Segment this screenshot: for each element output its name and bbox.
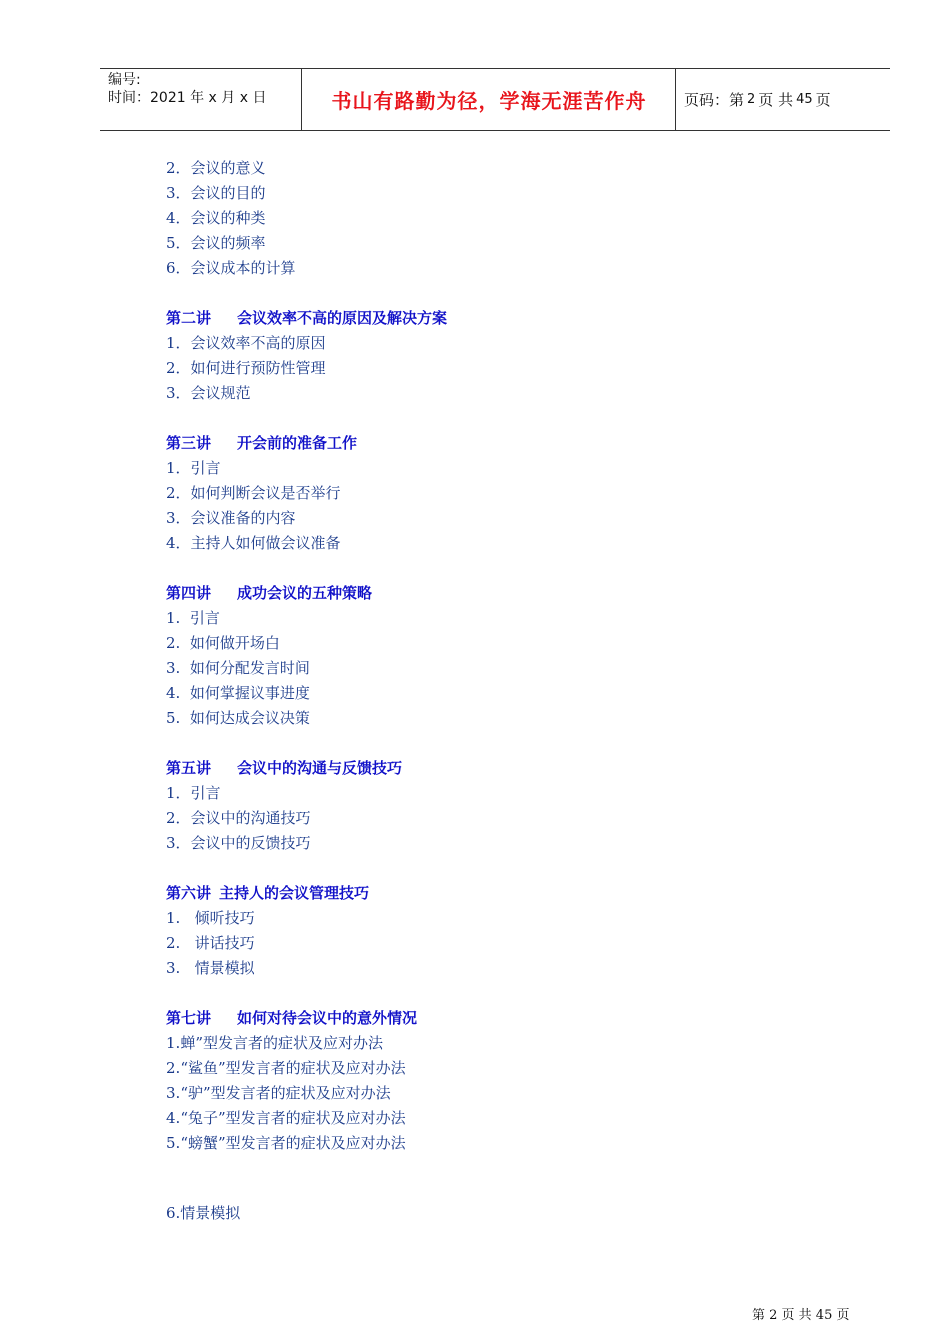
list-item (166, 481, 786, 506)
lecture-number: 第二讲 (166, 309, 212, 327)
list-item (166, 656, 786, 681)
list-item (166, 531, 786, 556)
item-text: 主持人如何做会议准备 (190, 534, 341, 552)
item-text: “螃蟹”型发言者的症状及应对办法 (180, 1134, 406, 1152)
list-item (166, 356, 786, 381)
item-number: 1. (166, 1034, 181, 1052)
item-number: 2. (166, 1059, 181, 1077)
list-item (166, 506, 786, 531)
header-motto: 书山有路勤为径，学海无涯苦作舟 (331, 89, 647, 113)
list-item (166, 956, 786, 981)
list-item (166, 631, 786, 656)
item-number: 6． (166, 259, 191, 277)
section-heading (166, 306, 786, 331)
spacer (166, 406, 786, 431)
page-total: 45 (796, 92, 813, 107)
item-text: “驴”型发言者的症状及应对办法 (180, 1084, 391, 1102)
list-item (166, 256, 786, 281)
list-item (166, 331, 786, 356)
item-number: 2． (166, 484, 191, 502)
lecture-number: 第三讲 (166, 434, 212, 452)
item-text: 引言 (189, 609, 220, 627)
lecture-title: 如何对待会议中的意外情况 (237, 1009, 418, 1027)
section-heading (166, 756, 786, 781)
spacer (166, 981, 786, 1006)
lecture-title: 会议效率不高的原因及解决方案 (237, 309, 448, 327)
item-number: 5． (166, 234, 191, 252)
item-number: 3. (166, 659, 190, 677)
item-number: 3． (166, 184, 191, 202)
section-heading (166, 1006, 786, 1031)
list-item (166, 681, 786, 706)
list-item (166, 1131, 786, 1156)
item-text: 情景模拟 (194, 959, 255, 977)
lecture-title: 会议中的沟通与反馈技巧 (237, 759, 403, 777)
list-item (166, 831, 786, 856)
item-text: 蝉”型发言者的症状及应对办法 (180, 1034, 383, 1052)
item-text: 会议中的沟通技巧 (190, 809, 311, 827)
page-prefix: 页码：第 (684, 91, 745, 109)
spacer (166, 856, 786, 881)
item-number: 2. (166, 934, 195, 952)
page-middle: 页 共 (758, 91, 794, 109)
item-text: 如何掌握议事进度 (189, 684, 310, 702)
lecture-title: 开会前的准备工作 (237, 434, 358, 452)
item-text: 会议效率不高的原因 (190, 334, 326, 352)
item-text: “兔子”型发言者的症状及应对办法 (180, 1109, 406, 1127)
time-label: 时间：2021 年 x 月 x 日 (108, 90, 267, 106)
item-text: 引言 (190, 784, 221, 802)
item-number: 3． (166, 509, 191, 527)
item-text: 讲话技巧 (194, 934, 255, 952)
item-number: 3. (166, 1084, 181, 1102)
item-text: 引言 (190, 459, 221, 477)
item-text: 如何分配发言时间 (189, 659, 310, 677)
lecture-number: 第五讲 (166, 759, 212, 777)
list-item (166, 931, 786, 956)
list-item (166, 906, 786, 931)
item-text: 如何进行预防性管理 (190, 359, 326, 377)
header-meta (108, 71, 266, 107)
list-item (166, 206, 786, 231)
item-number: 1． (166, 334, 191, 352)
item-text: 会议的种类 (190, 209, 266, 227)
item-number: 2． (166, 809, 191, 827)
section-heading (166, 581, 786, 606)
lecture-number: 第四讲 (166, 584, 212, 602)
lecture-number: 第七讲 (166, 1009, 212, 1027)
item-text: 会议准备的内容 (190, 509, 296, 527)
item-number: 4． (166, 209, 191, 227)
section-heading (166, 431, 786, 456)
list-item (166, 1106, 786, 1131)
number-label: 编号: (108, 72, 141, 88)
item-text: 会议的频率 (190, 234, 266, 252)
item-text: 如何达成会议决策 (189, 709, 310, 727)
list-item (166, 806, 786, 831)
lecture-title: 主持人的会议管理技巧 (219, 884, 370, 902)
item-number: 2． (166, 359, 191, 377)
item-number: 3． (166, 834, 191, 852)
item-number: 1. (166, 909, 195, 927)
item-number: 2． (166, 159, 191, 177)
item-text: 如何判断会议是否举行 (190, 484, 341, 502)
item-text: 会议成本的计算 (190, 259, 296, 277)
item-text: “鲨鱼”型发言者的症状及应对办法 (180, 1059, 406, 1077)
header-page-number (684, 69, 831, 130)
item-text: 会议的目的 (190, 184, 266, 202)
list-item (166, 1031, 786, 1056)
item-text: 会议中的反馈技巧 (190, 834, 311, 852)
list-item (166, 606, 786, 631)
list-item (166, 706, 786, 731)
item-number: 4. (166, 684, 190, 702)
spacer (166, 281, 786, 306)
spacer (166, 556, 786, 581)
item-number: 1． (166, 459, 191, 477)
item-number: 1． (166, 784, 191, 802)
section-heading (166, 881, 786, 906)
item-number: 5. (166, 709, 190, 727)
list-item (166, 1056, 786, 1081)
item-number: 3． (166, 384, 191, 402)
list-item (166, 156, 786, 181)
item-number: 4. (166, 1109, 181, 1127)
page-current: 2 (747, 92, 756, 107)
item-text: 会议的意义 (190, 159, 266, 177)
list-item (166, 181, 786, 206)
list-item (166, 231, 786, 256)
page-footer: 第 2 页 共 45 页 (752, 1308, 850, 1323)
page-header (100, 68, 890, 131)
item-number: 4． (166, 534, 191, 552)
list-item (166, 781, 786, 806)
lecture-title: 成功会议的五种策略 (237, 584, 373, 602)
item-number: 1. (166, 609, 190, 627)
list-item (166, 1081, 786, 1106)
item-number: 5. (166, 1134, 181, 1152)
item-text: 会议规范 (190, 384, 251, 402)
item-text: 如何做开场白 (189, 634, 280, 652)
page-suffix: 页 (815, 91, 831, 109)
item-number: 3. (166, 959, 195, 977)
item-text: 倾听技巧 (194, 909, 255, 927)
closing-item: 6.情景模拟 (166, 1204, 241, 1222)
table-of-contents (166, 156, 786, 1156)
spacer (166, 731, 786, 756)
lecture-number: 第六讲 (166, 884, 212, 902)
list-item (166, 456, 786, 481)
list-item (166, 381, 786, 406)
item-number: 2. (166, 634, 190, 652)
header-divider (675, 69, 676, 130)
